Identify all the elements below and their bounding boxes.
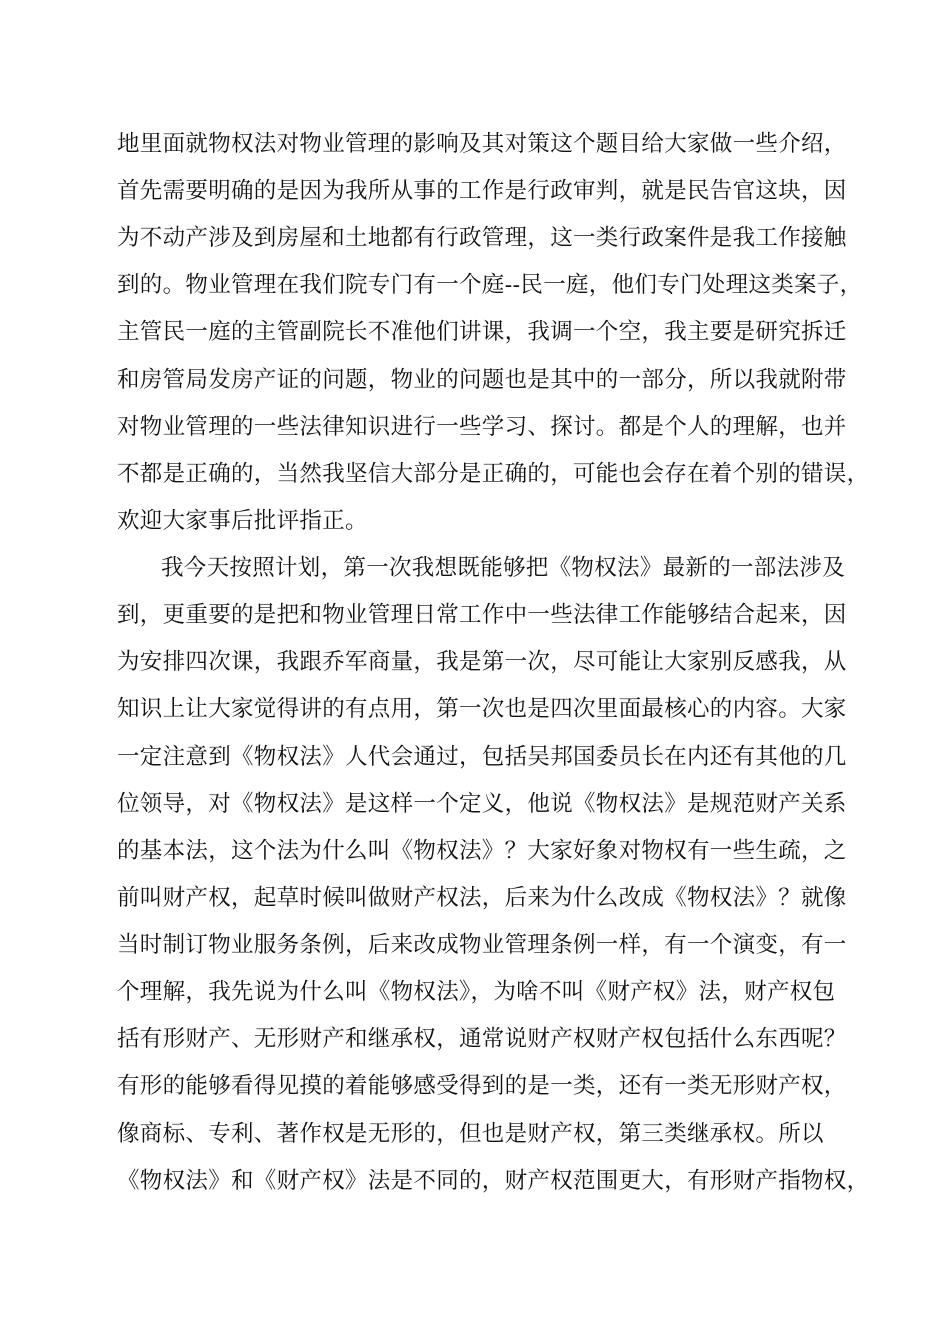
- text-line: 有形的能够看得见摸的着能够感受得到的是一类，还有一类无形财产权，: [117, 1073, 847, 1099]
- text-line: 地里面就物权法对物业管理的影响及其对策这个题目给大家做一些介绍，: [117, 131, 847, 157]
- text-line: 个理解，我先说为什么叫《物权法》，为啥不叫《财产权》法，财产权包: [117, 979, 836, 1005]
- text-line: 首先需要明确的是因为我所从事的工作是行政审判，就是民告官这块，因: [117, 178, 847, 204]
- text-line: 不都是正确的，当然我坚信大部分是正确的，可能也会存在着个别的错误，: [117, 461, 870, 487]
- text-line: 当时制订物业服务条例，后来改成物业管理条例一样，有一个演变，有一: [117, 932, 847, 958]
- text-line: 主管民一庭的主管副院长不准他们讲课，我调一个空，我主要是研究拆迁: [117, 319, 847, 345]
- text-line: 一定注意到《物权法》人代会通过，包括吴邦国委员长在内还有其他的几: [117, 744, 847, 770]
- paragraph-first-line: 我今天按照计划，第一次我想既能够把《物权法》最新的一部法涉及: [161, 555, 846, 581]
- text-line: 像商标、专利、著作权是无形的，但也是财产权，第三类继承权。所以: [117, 1121, 824, 1147]
- text-line: 为不动产涉及到房屋和土地都有行政管理，这一类行政案件是我工作接触: [117, 225, 847, 251]
- text-line: 到，更重要的是把和物业管理日常工作中一些法律工作能够结合起来，因: [117, 602, 847, 628]
- text-line: 到的。物业管理在我们院专门有一个庭--民一庭，他们专门处理这类案子，: [117, 272, 863, 298]
- text-line: 位领导，对《物权法》是这样一个定义，他说《物权法》是规范财产关系: [117, 791, 847, 817]
- text-line: 为安排四次课，我跟乔军商量，我是第一次，尽可能让大家别反感我，从: [117, 649, 847, 675]
- text-line: 知识上让大家觉得讲的有点用，第一次也是四次里面最核心的内容。大家: [117, 696, 847, 722]
- text-line: 《物权法》和《财产权》法是不同的，财产权范围更大，有形财产指物权，: [117, 1168, 870, 1194]
- text-line: 前叫财产权，起草时候叫做财产权法，后来为什么改成《物权法》？就像: [117, 885, 847, 911]
- text-line: 括有形财产、无形财产和继承权，通常说财产权财产权包括什么东西呢？: [117, 1026, 847, 1052]
- text-line: 的基本法，这个法为什么叫《物权法》？大家好象对物权有一些生疏，之: [117, 838, 847, 864]
- text-line: 和房管局发房产证的问题，物业的问题也是其中的一部分，所以我就附带: [117, 367, 847, 393]
- text-line: 欢迎大家事后批评指正。: [117, 508, 368, 534]
- text-line: 对物业管理的一些法律知识进行一些学习、探讨。都是个人的理解，也并: [117, 414, 847, 440]
